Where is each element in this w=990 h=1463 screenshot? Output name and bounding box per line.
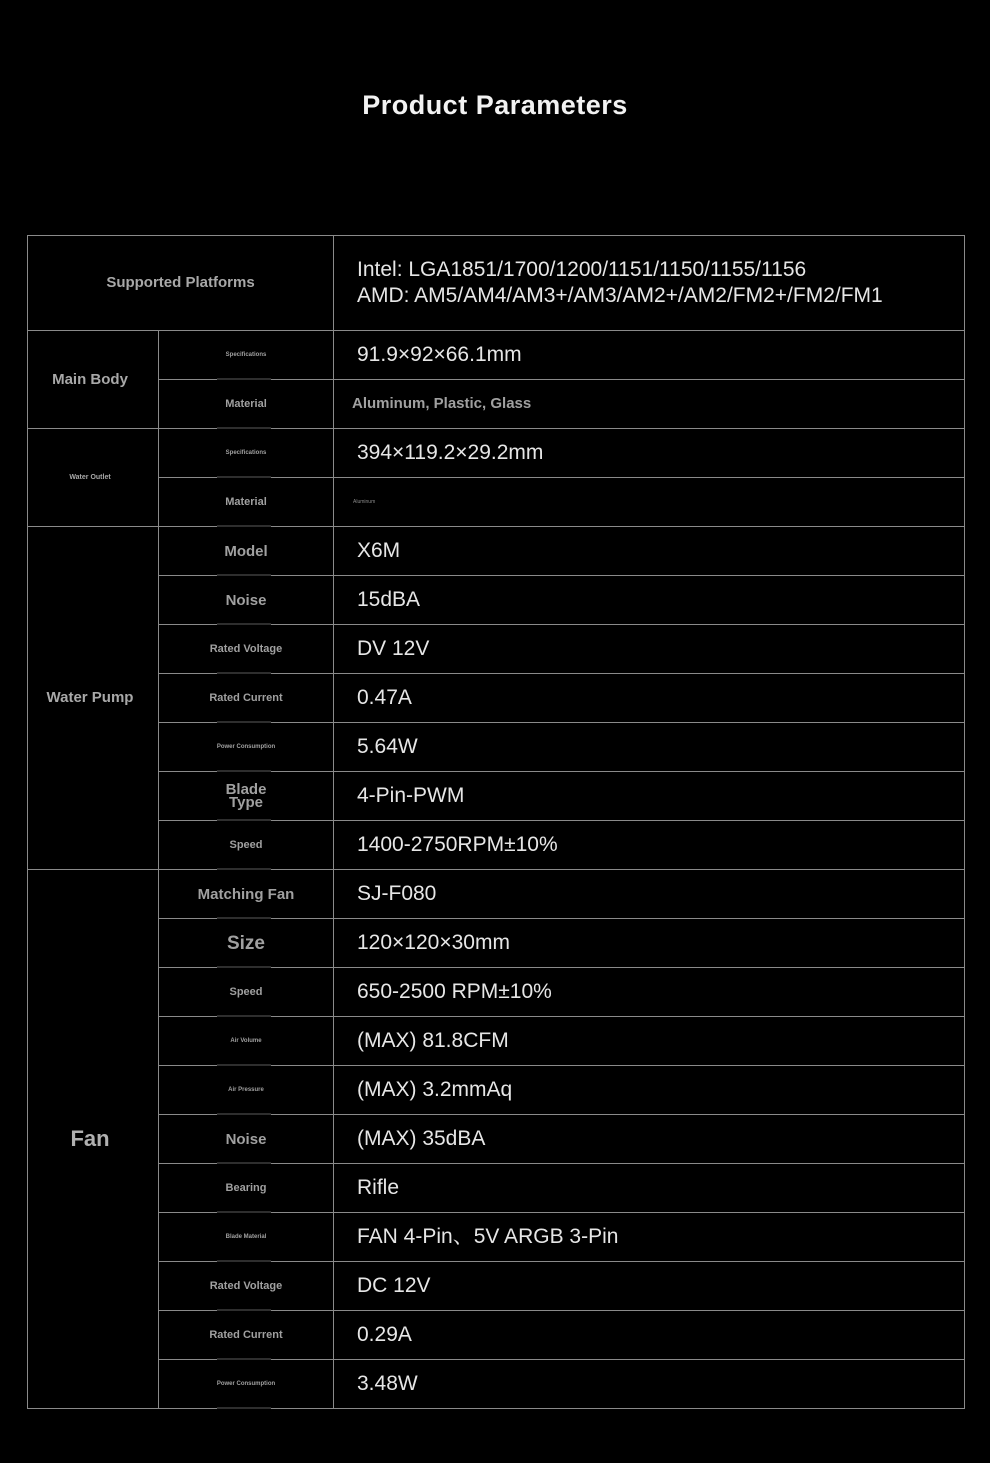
row-label: Air Pressure <box>159 1066 334 1115</box>
row-value: Aluminum, Plastic, Glass <box>334 380 965 429</box>
row-label: Noise <box>159 576 334 625</box>
row-label: Air Volume <box>159 1017 334 1066</box>
row-value: DC 12V <box>334 1262 965 1311</box>
row-label: Speed <box>159 821 334 870</box>
row-value: Rifle <box>334 1164 965 1213</box>
row-value: 0.47A <box>334 674 965 723</box>
row-value: 4-Pin-PWM <box>334 772 965 821</box>
table-row <box>28 1066 965 1115</box>
row-value: DV 12V <box>334 625 965 674</box>
table-row <box>28 772 965 821</box>
row-label: Blade Type <box>159 772 334 821</box>
row-value: 650-2500 RPM±10% <box>334 968 965 1017</box>
row-label: Rated Voltage <box>159 625 334 674</box>
table-row <box>28 723 965 772</box>
table-row <box>28 1311 965 1360</box>
row-value: 120×120×30mm <box>334 919 965 968</box>
table-row <box>28 576 965 625</box>
table-row <box>28 527 965 576</box>
row-value: 15dBA <box>334 576 965 625</box>
group-label-supported-platforms: Supported Platforms <box>28 236 334 331</box>
row-value: (MAX) 3.2mmAq <box>334 1066 965 1115</box>
row-label: Blade Material <box>159 1213 334 1262</box>
table-row <box>28 1213 965 1262</box>
group-label-fan: Fan <box>28 870 159 1409</box>
row-value: Aluminum <box>334 478 965 527</box>
row-label: Speed <box>159 968 334 1017</box>
table-row <box>28 380 965 429</box>
table-row <box>28 674 965 723</box>
row-label: Rated Current <box>159 674 334 723</box>
table-row <box>28 919 965 968</box>
row-value: 91.9×92×66.1mm <box>334 331 965 380</box>
row-label: Bearing <box>159 1164 334 1213</box>
row-label: Power Consumption <box>159 1360 334 1409</box>
row-value: FAN 4-Pin、5V ARGB 3-Pin <box>334 1213 965 1262</box>
parameters-table <box>27 235 965 1409</box>
row-label: Specifications <box>159 331 334 380</box>
intel-sockets: Intel: LGA1851/1700/1200/1151/1150/1155/1156 <box>357 258 807 281</box>
row-value: (MAX) 35dBA <box>334 1115 965 1164</box>
table-row <box>28 968 965 1017</box>
row-value: 5.64W <box>334 723 965 772</box>
table-row <box>28 870 965 919</box>
table-row <box>28 1017 965 1066</box>
row-value: 1400-2750RPM±10% <box>334 821 965 870</box>
row-label: Matching Fan <box>159 870 334 919</box>
page-title: Product Parameters <box>362 90 628 120</box>
table-row <box>28 821 965 870</box>
table-row <box>28 331 965 380</box>
row-label: Material <box>159 478 334 527</box>
table-row <box>28 1115 965 1164</box>
row-label: Model <box>159 527 334 576</box>
table-row <box>28 1164 965 1213</box>
amd-sockets: AMD: AM5/AM4/AM3+/AM3/AM2+/AM2/FM2+/FM2/FM1 <box>357 284 883 307</box>
table-row <box>28 478 965 527</box>
group-label-water-outlet: Water Outlet <box>28 429 159 527</box>
table-row <box>28 1262 965 1311</box>
table-row <box>28 625 965 674</box>
row-label: Specifications <box>159 429 334 478</box>
row-value: (MAX) 81.8CFM <box>334 1017 965 1066</box>
row-value: 3.48W <box>334 1360 965 1409</box>
platforms-value <box>334 236 965 331</box>
group-label-water-pump: Water Pump <box>28 527 159 870</box>
row-label: Power Consumption <box>159 723 334 772</box>
row-value: 0.29A <box>334 1311 965 1360</box>
row-value: 394×119.2×29.2mm <box>334 429 965 478</box>
row-label: Material <box>159 380 334 429</box>
table-row <box>28 236 965 331</box>
table-row <box>28 429 965 478</box>
row-value: SJ-F080 <box>334 870 965 919</box>
row-label: Noise <box>159 1115 334 1164</box>
row-label: Rated Voltage <box>159 1262 334 1311</box>
row-label: Size <box>159 919 334 968</box>
row-value: X6M <box>334 527 965 576</box>
group-label-main-body: Main Body <box>28 331 159 429</box>
table-row <box>28 1360 965 1409</box>
row-label: Rated Current <box>159 1311 334 1360</box>
